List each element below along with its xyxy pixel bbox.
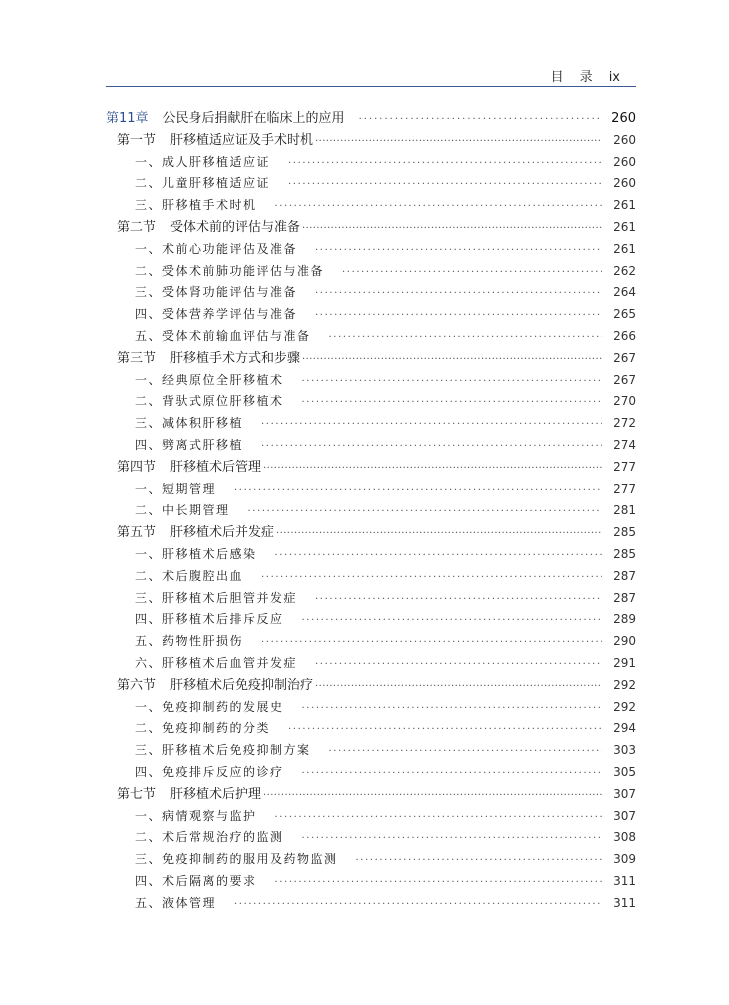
subsection-title: 一、短期管理	[135, 481, 217, 496]
dot-leader	[234, 894, 602, 916]
subsection-page: 261	[613, 241, 636, 256]
section-entry[interactable]	[106, 784, 636, 806]
dot-leader	[315, 283, 602, 305]
dot-leader	[261, 567, 602, 589]
section-label	[106, 784, 261, 806]
section-page: 307	[613, 786, 636, 801]
subsection-page: 287	[613, 568, 636, 583]
subsection-page: 311	[613, 873, 636, 888]
subsection-title: 二、术后腹腔出血	[135, 568, 244, 583]
subsection-title: 三、减体积肝移植	[135, 416, 244, 431]
subsection-page: 294	[613, 721, 636, 736]
section-entry[interactable]	[106, 675, 636, 697]
chapter-entry[interactable]	[106, 108, 636, 130]
subsection-page: 309	[613, 852, 636, 867]
subsection-page: 307	[613, 808, 636, 823]
chapter-page: 260	[611, 111, 636, 126]
header-page-number: ix	[608, 70, 620, 85]
dot-leader	[315, 589, 602, 611]
subsection-title: 四、劈离式肝移植	[135, 437, 244, 452]
subsection-title: 二、儿童肝移植适应证	[135, 176, 271, 191]
dot-leader	[302, 392, 602, 414]
running-title	[551, 66, 620, 85]
subsection-title: 一、肝移植术后感染	[135, 546, 257, 561]
subsection-entry[interactable]	[106, 261, 636, 283]
chapter-label	[106, 108, 345, 130]
section-title: 肝移植术后并发症	[170, 525, 275, 541]
dot-leader	[288, 174, 602, 196]
section-number: 第五节	[117, 525, 157, 541]
section-title: 肝移植术后管理	[170, 459, 262, 475]
dot-leader	[275, 545, 602, 567]
subsection-entry[interactable]	[106, 893, 636, 915]
dot-leader	[275, 807, 602, 829]
subsection-entry[interactable]	[106, 827, 636, 849]
header-rule	[106, 86, 636, 87]
subsection-page: 291	[613, 655, 636, 670]
subsection-title: 二、受体术前肺功能评估与准备	[135, 263, 325, 278]
section-title: 肝移植手术方式和步骤	[170, 350, 301, 366]
subsection-page: 272	[613, 416, 636, 431]
subsection-title: 五、药物性肝损伤	[135, 634, 244, 649]
subsection-entry[interactable]	[106, 697, 636, 719]
subsection-entry[interactable]	[106, 479, 636, 501]
subsection-title: 二、术后常规治疗的监测	[135, 830, 284, 845]
subsection-entry[interactable]	[106, 762, 636, 784]
subsection-title: 一、成人肝移植适应证	[135, 154, 271, 169]
dot-leader	[261, 414, 602, 436]
dot-leader	[315, 654, 602, 676]
subsection-entry[interactable]	[106, 195, 636, 217]
section-number: 第三节	[117, 350, 157, 366]
subsection-title: 三、免疫抑制药的服用及药物监测	[135, 852, 338, 867]
dot-leader	[261, 436, 602, 458]
running-header	[106, 64, 636, 84]
subsection-entry[interactable]	[106, 500, 636, 522]
section-page: 261	[613, 219, 636, 234]
subsection-page: 289	[613, 612, 636, 627]
section-number: 第四节	[117, 459, 157, 475]
subsection-title: 四、免疫排斥反应的诊疗	[135, 764, 284, 779]
subsection-page: 264	[613, 285, 636, 300]
subsection-page: 277	[613, 481, 636, 496]
dot-leader	[276, 523, 602, 545]
subsection-entry[interactable]	[106, 239, 636, 261]
subsection-title: 五、受体术前输血评估与准备	[135, 328, 311, 343]
dot-leader	[302, 349, 602, 371]
subsection-title: 二、中长期管理	[135, 503, 230, 518]
dot-leader	[315, 676, 602, 698]
subsection-title: 一、经典原位全肝移植术	[135, 372, 284, 387]
dot-leader	[275, 196, 602, 218]
subsection-page: 270	[613, 394, 636, 409]
subsection-page: 267	[613, 372, 636, 387]
subsection-title: 二、背驮式原位肝移植术	[135, 394, 284, 409]
subsection-entry[interactable]	[106, 413, 636, 435]
subsection-page: 287	[613, 590, 636, 605]
section-label	[106, 457, 261, 479]
section-label	[106, 217, 300, 239]
section-page: 292	[613, 677, 636, 692]
section-entry[interactable]	[106, 457, 636, 479]
section-page: 285	[613, 525, 636, 540]
subsection-title: 一、免疫抑制药的发展史	[135, 699, 284, 714]
subsection-page: 260	[613, 154, 636, 169]
subsection-title: 三、肝移植术后免疫抑制方案	[135, 743, 311, 758]
section-page: 260	[613, 132, 636, 147]
subsection-page: 290	[613, 634, 636, 649]
subsection-page: 261	[613, 198, 636, 213]
section-title: 肝移植适应证及手术时机	[170, 132, 314, 148]
section-entry[interactable]	[106, 217, 636, 239]
dot-leader	[275, 872, 602, 894]
subsection-entry[interactable]	[106, 806, 636, 828]
dot-leader	[302, 828, 602, 850]
subsection-entry[interactable]	[106, 566, 636, 588]
subsection-title: 三、肝移植手术时机	[135, 198, 257, 213]
subsection-title: 三、受体肾功能评估与准备	[135, 285, 298, 300]
section-label	[106, 130, 313, 152]
section-entry[interactable]	[106, 348, 636, 370]
dot-leader	[302, 763, 602, 785]
subsection-title: 二、免疫抑制药的分类	[135, 721, 271, 736]
chapter-number: 第11章	[106, 111, 149, 126]
dot-leader	[261, 632, 602, 654]
dot-leader	[234, 480, 602, 502]
running-title-part-a: 目	[550, 70, 564, 85]
dot-leader	[263, 785, 602, 807]
dot-leader	[315, 240, 602, 262]
dot-leader	[302, 218, 602, 240]
subsection-entry[interactable]	[106, 282, 636, 304]
dot-leader	[329, 741, 602, 763]
subsection-page: 281	[613, 503, 636, 518]
subsection-page: 265	[613, 307, 636, 322]
dot-leader	[288, 719, 602, 741]
subsection-entry[interactable]	[106, 740, 636, 762]
dot-leader	[342, 262, 602, 284]
subsection-entry[interactable]	[106, 152, 636, 174]
subsection-page: 303	[613, 743, 636, 758]
subsection-entry[interactable]	[106, 653, 636, 675]
section-page: 267	[613, 350, 636, 365]
subsection-title: 三、肝移植术后胆管并发症	[135, 590, 298, 605]
section-number: 第二节	[117, 219, 157, 235]
dot-leader	[302, 698, 602, 720]
subsection-page: 274	[613, 437, 636, 452]
subsection-entry[interactable]	[106, 588, 636, 610]
subsection-title: 六、肝移植术后血管并发症	[135, 655, 298, 670]
subsection-entry[interactable]	[106, 544, 636, 566]
subsection-entry[interactable]	[106, 391, 636, 413]
subsection-page: 262	[613, 263, 636, 278]
section-entry[interactable]	[106, 522, 636, 544]
subsection-entry[interactable]	[106, 173, 636, 195]
subsection-title: 一、病情观察与监护	[135, 808, 257, 823]
section-title: 受体术前的评估与准备	[170, 219, 301, 235]
subsection-title: 五、液体管理	[135, 895, 217, 910]
dot-leader	[359, 109, 602, 131]
subsection-title: 四、受体营养学评估与准备	[135, 307, 298, 322]
section-label	[106, 675, 313, 697]
subsection-title: 四、肝移植术后排斥反应	[135, 612, 284, 627]
subsection-page: 260	[613, 176, 636, 191]
dot-leader	[302, 371, 602, 393]
subsection-page: 292	[613, 699, 636, 714]
subsection-entry[interactable]	[106, 609, 636, 631]
running-title-part-b: 录	[579, 70, 593, 85]
table-of-contents	[106, 108, 636, 914]
section-label	[106, 348, 300, 370]
section-number: 第一节	[117, 132, 157, 148]
dot-leader	[329, 327, 602, 349]
subsection-entry[interactable]	[106, 435, 636, 457]
dot-leader	[302, 610, 602, 632]
section-title: 肝移植术后免疫抑制治疗	[170, 677, 314, 693]
subsection-page: 311	[613, 895, 636, 910]
subsection-title: 四、术后隔离的要求	[135, 873, 257, 888]
section-entry[interactable]	[106, 130, 636, 152]
section-label	[106, 522, 274, 544]
subsection-entry[interactable]	[106, 871, 636, 893]
section-number: 第七节	[117, 786, 157, 802]
dot-leader	[356, 850, 602, 872]
subsection-entry[interactable]	[106, 326, 636, 348]
subsection-page: 266	[613, 328, 636, 343]
section-number: 第六节	[117, 677, 157, 693]
subsection-title: 一、术前心功能评估及准备	[135, 241, 298, 256]
dot-leader	[315, 131, 602, 153]
subsection-page: 285	[613, 546, 636, 561]
section-title: 肝移植术后护理	[170, 786, 262, 802]
subsection-page: 305	[613, 764, 636, 779]
subsection-page: 308	[613, 830, 636, 845]
subsection-entry[interactable]	[106, 304, 636, 326]
subsection-entry[interactable]	[106, 631, 636, 653]
section-page: 277	[613, 459, 636, 474]
chapter-title: 公民身后捐献肝在临床上的应用	[162, 111, 345, 126]
dot-leader	[263, 458, 602, 480]
subsection-entry[interactable]	[106, 718, 636, 740]
dot-leader	[315, 305, 602, 327]
dot-leader	[248, 501, 602, 523]
subsection-entry[interactable]	[106, 849, 636, 871]
dot-leader	[288, 153, 602, 175]
subsection-entry[interactable]	[106, 370, 636, 392]
